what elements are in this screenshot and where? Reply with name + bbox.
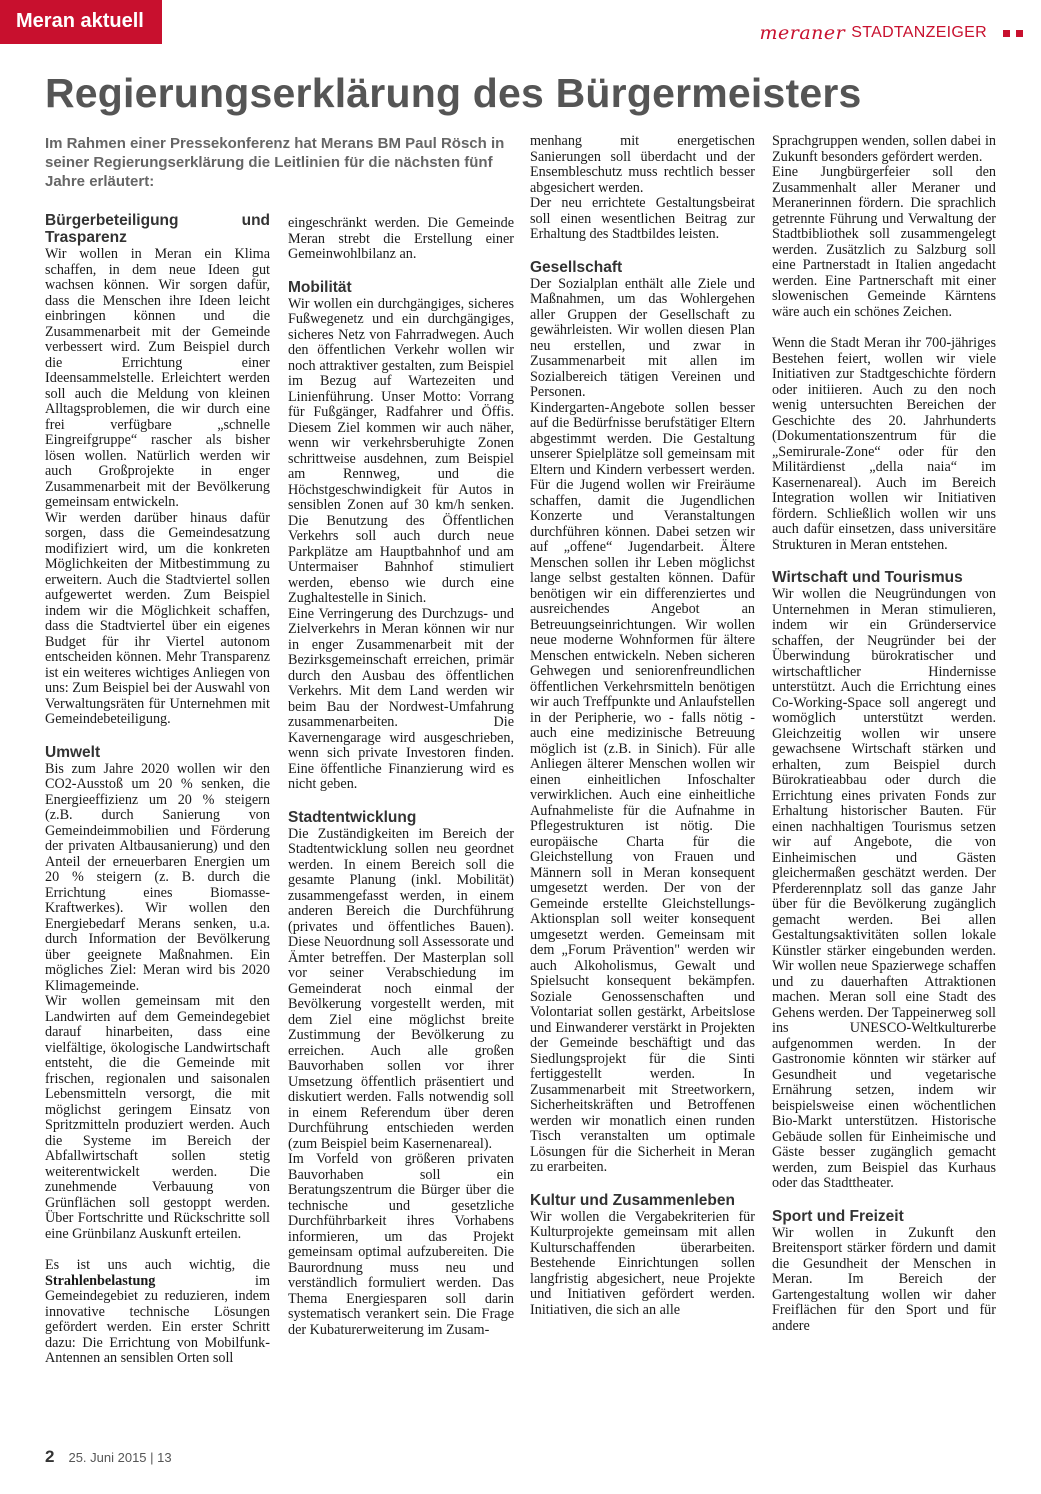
section-label: Meran aktuell <box>0 0 162 44</box>
paragraph: Wir wollen in Meran ein Klima schaffen, in dem neue Ideen gut wachsen können. Wir sorgen dafür, dass die Menschen ihre Ideen leicht einbringen können und die Zusammenarbeit mit der Gemeinde verbessert wird. Zum Beispiel durch die Errichtung einer Ideensammelstelle. Erleichtert werden soll auch die Meldung von kleinen Alltagsproblemen, die wir durch eine frei verfügbare „schnelle Eingreifgruppe“ rascher als bisher lösen wollen. Natürlich werden wir auch Großprojekte in enger Zusammenarbeit mit der Bevölkerung gemeinsam entwickeln. <box>45 246 270 510</box>
brand-dot-icon <box>1003 30 1010 37</box>
section-heading: Wirtschaft und Tourismus <box>772 569 963 586</box>
section-heading: Mobilität <box>288 278 352 296</box>
paragraph-text: im Gemeindegebiet zu reduzieren, indem innovative technische Lösungen gefördert werden. Ein erster Schritt dazu: Die Errichtung von Mobilfunk-Antennen an sensiblen Orten soll <box>45 1272 270 1366</box>
section-heading: Sport und Freizeit <box>772 1207 904 1225</box>
section-heading: Bürgerbeteiligung und Trasparenz <box>45 212 270 246</box>
paragraph: Die Zuständigkeiten im Bereich der Stadtentwicklung sollen neu geordnet werden. In einem Bereich soll die gesamte Planung (inkl. Mobilität) zusammengefasst werden, in einem anderen Bereich die Durchführung (privates und öffentliches Bauen). Diese Neuordnung soll Assessorate und Ämter betreffen. Der Masterplan soll vor seiner Verabschiedung im Gemeinderat noch einmal der Bevölkerung vorgestellt werden, mit dem Ziel eine möglichst breite Zustimmung der Bevölkerung zu erreichen. Auch alle großen Bauvorhaben sollen vor ihrer Umsetzung öffentlich präsentiert und diskutiert werden. Falls notwendig soll in einem Referendum über deren Durchführung entschieden werden (zum Beispiel beim Kasernenareal). <box>288 825 514 1152</box>
paragraph: Wir wollen in Zukunft den Breitensport stärker fördern und damit die Gesundheit der Menschen in Meran. Im Bereich der Gartengestaltung wollen wir daher Freiflächen für den Sport und für andere <box>772 1224 996 1334</box>
paragraph: Bis zum Jahre 2020 wollen wir den CO2-Ausstoß um 20 % senken, die Energieeffizienz um 20 % steigern (z.B. durch Sanierung von Gemeindeimmobilien und Förderung der privaten Altbausanierung) und den Anteil der erneuerbaren Energien um 20 % steigern (z. B. durch die Errichtung eines Biomasse-Kraftwerkes). Wir wollen den Energiebedarf Merans senken, u.a. durch Information der Bevölkerung über geeignete Maßnahmen. Ein mögliches Ziel: Meran wird bis 2020 Klimagemeinde. <box>45 760 270 994</box>
paragraph: eingeschränkt werden. Die Gemeinde Meran strebt die Erstellung einer Gemeinwohlbilanz an. <box>288 215 514 262</box>
section-heading: Kultur und Zusammenleben <box>530 1191 735 1209</box>
section-heading: Stadtentwicklung <box>288 808 417 826</box>
paragraph: Der Sozialplan enthält alle Ziele und Maßnahmen, um das Wohlergehen aller Gruppen der Gesellschaft zu gewährleisten. Wir wollen diesen Plan neu erstellen, und zwar in Zusammenarbeit mit allen im Sozialbereich tätigen Vereinen und Personen. <box>530 275 755 400</box>
brand-dot-icon <box>1016 30 1023 37</box>
paragraph: Eine Jungbürgerfeier soll den Zusammenhalt aller Meraner und Meranerinnen fördern. Die sprachlich getrennte Führung und Verwaltung der Stadtbibliothek soll zusammengelegt werden. Zusätzlich zu Salzburg soll eine Partnerstadt in Italien angedacht werden. Eine Partnerschaft mit einer slowenischen Gemeinde Kärntens wäre auch ein schönes Zeichen. <box>772 164 996 320</box>
paragraph: Wenn die Stadt Meran ihr 700-jähriges Bestehen feiert, wollen wir viele Initiativen zur Stadtgeschichte fördern oder initiieren. Auch zu den noch wenig untersuchten Bereichen der Geschichte des 20. Jahrhunderts (Dokumentationszentrum für die „Semirurale-Zone“ oder für den Militärdienst „della naia“ im Kasernenareal). Auch im Bereich Integration wollen wir Initiativen fördern. Schließlich wollen wir uns auch dafür einsetzen, dass universitäre Strukturen in Meran entstehen. <box>772 335 996 553</box>
article-column-3 <box>530 134 755 1318</box>
brand-script: meraner <box>759 22 846 44</box>
issue-info: 25. Juni 2015 | 13 <box>68 1450 172 1465</box>
publication-logo <box>760 22 1024 44</box>
paragraph: Wir wollen die Neugründungen von Unternehmen in Meran stimulieren, indem wir ein Gründerservice schaffen, der Neugründer bei der Überwindung bürokratischer und wirtschaftlicher Hindernisse unterstützt. Auch die Errichtung eines Co-Working-Space soll angeregt und womöglich unterstützt werden. Gleichzeitig wollen wir unsere gewachsene Wirtschaft stärken und erhalten, zum Beispiel durch Bürokratieabbau oder durch die Errichtung eines privaten Fonds zur Erhaltung historischer Bauten. Für einen nachhaltigen Tourismus setzen wir auf Angebote, die von Einheimischen und Gästen gleichermaßen geschätzt werden. Der Pferderennplatz soll das ganze Jahr über für die Bevölkerung zugänglich gemacht werden. Bei allen Gestaltungsaktivitäten sollen lokale Künstler stärker eingebunden werden. Wir wollen neue Spazierwege schaffen und zu dauerhaften Attraktionen machen. Meran soll eine Stadt des Gehens werden. Der Tappeinerweg soll ins UNESCO-Weltkulturerbe aufgenommen werden. In der Gastronomie könnten wir stärker auf Gesundheit und vegetarische Ernährung setzen, indem wir beispielsweise einen wöchentlichen Bio-Markt unterstützen. Historische Gebäude sollen für Einheimische und Gäste besser zugänglich gemacht werden, zum Beispiel das Kurhaus oder das Stadttheater. <box>772 586 996 1191</box>
article-column-1 <box>45 212 270 1367</box>
paragraph: Wir wollen ein durchgängiges, sicheres Fußwegenetz und ein durchgängiges, sicheres Netz von Fahrradwegen. Auch den öffentlichen Verkehr wollen wir noch attraktiver gestalten, zum Beispiel im Bezug auf Wartezeiten und Linienführung. Unser Motto: Vorrang für Fußgänger, Radfahrer und Öffis. Diesem Ziel kommen wir auch näher, wenn wir verkehrsberuhigte Zonen schrittweise ausdehnen, zum Beispiel am Rennweg, und die Höchstgeschwindigkeit für Autos in sensiblen Zonen auf 30 km/h senken. Die Benutzung des Öffentlichen Verkehrs soll auch durch neue Parkplätze am Hauptbahnhof und am Untermaiser Bahnhof stimuliert werden, ebenso wie durch eine Zughaltestelle in Sinich. <box>288 295 514 606</box>
paragraph: Wir wollen die Vergabekriterien für Kulturprojekte gemeinsam mit allen Kulturschaffenden überarbeiten. Bestehende Einrichtungen sollen langfristig abgesichert, neue Projekte und Initiativen gefördert werden. Initiativen, die sich an alle <box>530 1208 755 1318</box>
section-heading: Gesellschaft <box>530 258 623 276</box>
paragraph: Wir wollen gemeinsam mit den Landwirten auf dem Gemeindegebiet darauf hinarbeiten, dass eine vielfältige, ökologische Landwirtschaft entsteht, die die Gemeinde mit frischen, regionalen und saisonalen Lebensmitteln versorgt, die mit möglichst geringem Einsatz von Spritzmitteln produziert werden. Auch die Systeme im Bereich der Abfallwirtschaft sollen stetig weiterentwickelt werden. Die zunehmende Verbauung von Grünflächen soll gestoppt werden. Über Fortschritte und Rückschritte soll eine Grünbilanz Auskunft erteilen. <box>45 993 270 1242</box>
paragraph: Kindergarten-Angebote sollen besser auf die Bedürfnisse berufstätiger Eltern abgestimmt werden. Die Gestaltung unserer Spielplätze soll gemeinsam mit Eltern und Kindern verbessert werden. Für die Jugend wollen wir Freiräume schaffen, damit die Jugendlichen Konzerte und Veranstaltungen durchführen können. Dabei setzen wir auf „offene“ Jugendarbeit. Ältere Menschen sollen ihr Leben möglichst lange selbst gestalten können. Dafür benötigen wir ein differenziertes und ausreichendes Angebot an Betreuungseinrichtungen. Wir wollen neue moderne Wohnformen für ältere Menschen entwickeln. Neben sicheren Gehwegen und seniorenfreundlichen öffentlichen Verkehrsmitteln benötigen wir auch Treffpunkte und Anlaufstellen in der Peripherie, wo - falls nötig - auch eine medizinische Betreuung möglich ist (z.B. in Sinich). Für alle Anliegen älterer Menschen wollen wir einen einheitlichen Infoschalter verwirklichen. Auch eine einheitliche Aufnahmeliste für die Aufnahme in Pflegestrukturen ist nötig. Die europäische Charta für die Gleichstellung von Frauen und Männern soll in Meran konsequent umgesetzt werden. Der von der Gemeinde erstellte Gleichstellungs-Aktionsplan soll weiter konsequent umgesetzt werden. Gemeinsam mit dem „Forum Prävention" werden wir auch Alkoholismus, Gewalt und Spielsucht konsequent bekämpfen. Soziale Genossenschaften und Volontariat sollen gestärkt, Arbeitslose und Einwanderer verstärkt in Projekten der Gemeinde beschäftigt und das Siedlungsprojekt für die Sinti fertiggestellt werden. In Zusammenarbeit mit Streetworkern, Sicherheitskräften und Betroffenen werden wir monatlich einen runden Tisch veranstalten um optimale Lösungen für die Sicherheit in Meran zu erarbeiten. <box>530 399 755 1175</box>
page-number: 2 <box>45 1447 55 1466</box>
emphasis: Strahlenbelastung <box>45 1272 156 1289</box>
paragraph: Im Vorfeld von größeren privaten Bauvorhaben soll ein Beratungszentrum die Bürger über die technische und gesetzliche Durchführbarkeit ihres Vorhabens informieren, um das Projekt gemeinsam optimal aufzubereiten. Die Baurordnung muss neu und verständlich formuliert werden. Das Thema Energiesparen soll darin systematisch verankert sein. Die Frage der Kubaturerweiterung im Zusam- <box>288 1151 514 1338</box>
article-lead: Im Rahmen einer Pressekonferenz hat Merans BM Paul Rösch in seiner Regierungserklärung die Leitlinien für die nächsten fünf Jahre erläutert: <box>45 135 505 190</box>
paragraph: Wir werden darüber hinaus dafür sorgen, dass die Gemeindesatzung modifiziert wird, um die konkreten Möglichkeiten der Mitbestimmung zu erweitern. Auch die Stadtviertel sollen aufgewertet werden. Zum Beispiel indem wir die Möglichkeit schaffen, dass die Stadtviertel über ein eigenes Budget für ihr Viertel autonom entscheiden können. Mehr Transparenz ist ein weiteres wichtiges Anliegen von uns: Zum Beispiel bei der Auswahl von Verwaltungsräten für Unternehmen mit Gemeindebeteiligung. <box>45 509 270 727</box>
paragraph: menhang mit energetischen Sanierungen soll überdacht und der Ensembleschutz muss rechtlich besser abgesichert werden. <box>530 133 755 196</box>
paragraph: Eine Verringerung des Durchzugs- und Zielverkehrs in Meran können wir nur in enger Zusammenarbeit mit der Bezirksgemeinschaft erreichen, primär durch den Ausbau des öffentlichen Verkehrs. Mit dem Land werden wir beim Bau der Nordwest-Umfahrung zusammenarbeiten. Die Kavernengarage wird ausgeschrieben, wenn sich private Investoren finden. Eine öffentliche Finanzierung wird es nicht geben. <box>288 605 514 792</box>
article-headline: Regierungserklärung des Bürgermeisters <box>45 70 862 116</box>
brand-name: STADTANZEIGER <box>851 24 987 41</box>
article-column-4 <box>772 134 996 1334</box>
page-footer <box>45 1447 172 1467</box>
article-column-2 <box>288 216 514 1338</box>
paragraph: Sprachgruppen wenden, sollen dabei in Zukunft besonders gefördert werden. <box>772 133 996 165</box>
paragraph-text: Es ist uns auch wichtig, die <box>45 1257 270 1273</box>
section-heading: Umwelt <box>45 743 101 761</box>
paragraph <box>45 1258 270 1367</box>
paragraph: Der neu errichtete Gestaltungsbeirat soll einen wesentlichen Beitrag zur Erhaltung des Stadtbildes leisten. <box>530 195 755 242</box>
